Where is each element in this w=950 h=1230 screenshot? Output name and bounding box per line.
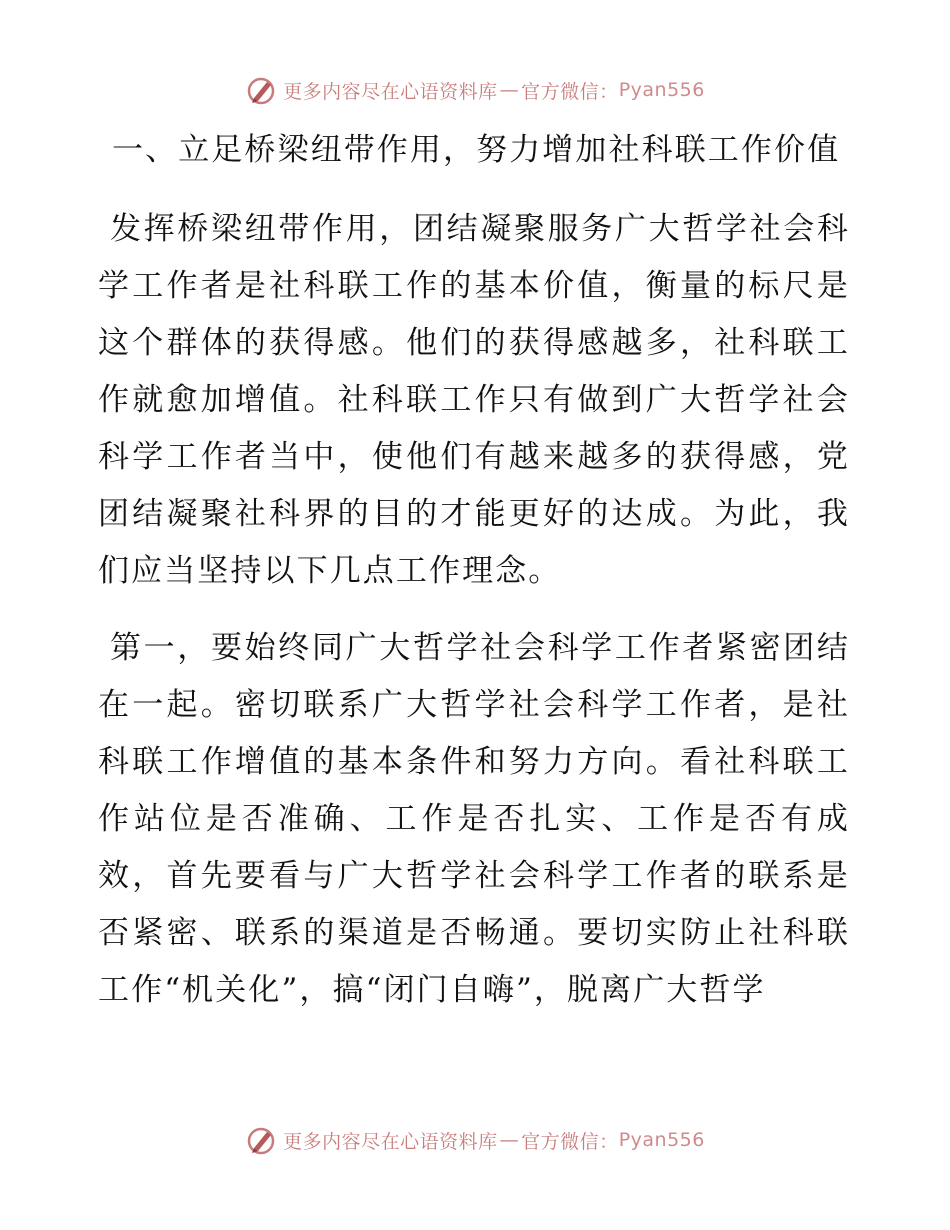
pen-logo-icon bbox=[245, 1124, 277, 1156]
paragraph: 发挥桥梁纽带作用，团结凝聚服务广大哲学社会科学工作者是社科联工作的基本价值，衡量的标尺是这个群体的获得感。他们的获得感越多，社科联工作就愈加增值。社科联工作只有做到广大哲学社会科学工作者当中，使他们有越来越多的获得感，党团结凝聚社科界的目的才能更好的达成。为此，我们应当坚持以下几点工作理念。 bbox=[98, 211, 850, 589]
watermark-wechat-id: Pyan556 bbox=[618, 1129, 705, 1151]
paragraph: 第一，要始终同广大哲学社会科学工作者紧密团结在一起。密切联系广大哲学社会科学工作者，是社科联工作增值的基本条件和努力方向。看社科联工作站位是否准确、工作是否扎实、工作是否有成效，首先要看与广大哲学社会科学工作者的联系是否紧密、联系的渠道是否畅通。要切实防止社科联工作“机关化”，搞“闭门自嗨”，脱离广大哲学 bbox=[98, 630, 850, 1008]
pen-logo-icon bbox=[245, 74, 277, 106]
document-body bbox=[98, 122, 850, 1019]
watermark-wechat-label: 官方微信： bbox=[521, 80, 619, 103]
watermark-separator: — bbox=[499, 79, 520, 101]
watermark-header bbox=[0, 70, 950, 110]
section-heading: 一、立足桥梁纽带作用，努力增加社科联工作价值 bbox=[112, 132, 841, 168]
watermark-separator: — bbox=[499, 1129, 520, 1151]
watermark-footer bbox=[0, 1120, 950, 1160]
watermark-wechat-label: 官方微信： bbox=[521, 1130, 619, 1153]
watermark-brand: 更多内容尽在心语资料库 bbox=[283, 1130, 498, 1153]
watermark-wechat-id: Pyan556 bbox=[618, 79, 705, 101]
watermark-brand: 更多内容尽在心语资料库 bbox=[283, 80, 498, 103]
